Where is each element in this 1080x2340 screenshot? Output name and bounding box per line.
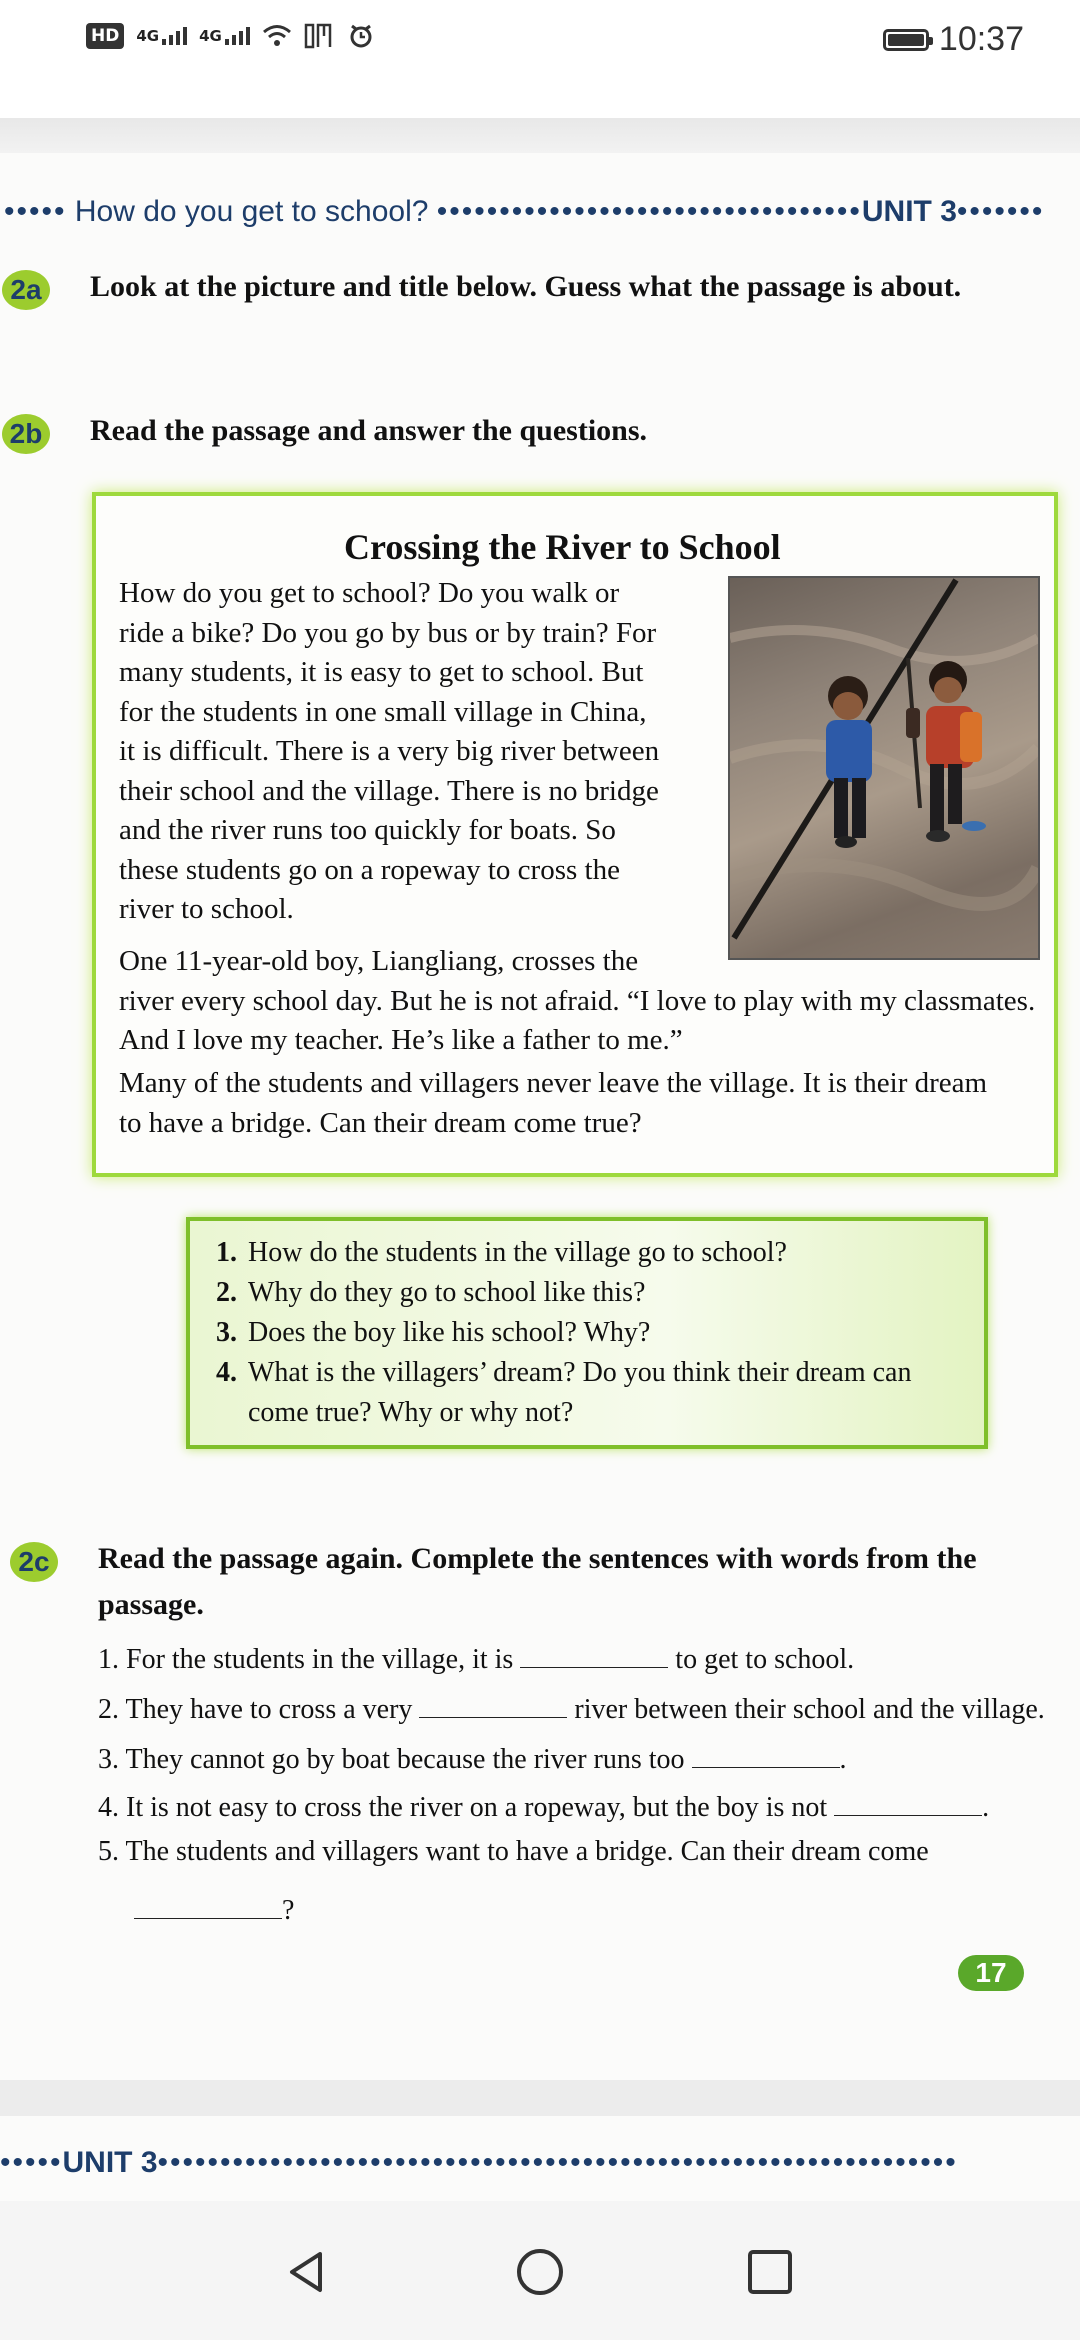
page-header: ••••• How do you get to school? ••••••••••••••••••••••••••••••••••UNIT 3••••••• <box>4 195 1045 228</box>
clock: 10:37 <box>938 20 1024 58</box>
section-2c-title: Read the passage again. Complete the sentences with words from the <box>98 1542 977 1575</box>
hd-icon: HD <box>86 23 124 49</box>
section-badge-2c: 2c <box>10 1542 58 1582</box>
page-gap <box>0 118 1080 153</box>
boys-on-ropeway-illustration <box>730 578 1038 958</box>
recents-icon[interactable] <box>746 2248 794 2296</box>
passage-line: Many of the students and villagers never leave the village. It is their dream <box>119 1067 988 1099</box>
wifi-icon <box>262 23 292 49</box>
sentence-row-5-continued: ? <box>134 1892 294 1927</box>
status-bar <box>0 0 1080 84</box>
page-number-badge: 17 <box>958 1955 1024 1991</box>
passage-line: it is difficult. There is a very big river between <box>119 735 660 767</box>
question-item: 1. How do the students in the village go to school? <box>216 1237 787 1268</box>
navigation-bar <box>0 2201 1080 2340</box>
question-item: come true? Why or why not? <box>248 1397 574 1428</box>
passage-line: for the students in one small village in China, <box>119 695 647 728</box>
answer-blank[interactable] <box>834 1789 982 1816</box>
signal-4g-icon-2: 4G <box>199 27 250 45</box>
section-2c-title-line2: passage. <box>98 1588 204 1621</box>
sentence-row-1: 1. For the students in the village, it is to get to school. <box>98 1641 854 1676</box>
passage-line: And I love my teacher. He’s like a father to me.” <box>119 1024 683 1056</box>
nfc-icon <box>304 22 336 50</box>
page-gap <box>0 2080 1080 2116</box>
header-unit: UNIT 3 <box>861 195 957 228</box>
passage-paragraph-3 <box>119 1064 1039 1143</box>
passage-line: many students, it is easy to get to school. But <box>119 656 644 688</box>
question-item: 3. Does the boy like his school? Why? <box>216 1317 651 1348</box>
passage-line: to have a bridge. Can their dream come true? <box>119 1106 642 1139</box>
ropeway-photo <box>728 576 1040 960</box>
questions-box <box>186 1217 988 1449</box>
reading-passage-box <box>92 492 1058 1177</box>
home-icon[interactable] <box>516 2248 564 2296</box>
passage-line: river to school. <box>119 893 294 925</box>
status-icons-right <box>883 20 1024 59</box>
back-icon[interactable] <box>284 2248 332 2296</box>
answer-blank[interactable] <box>419 1691 567 1718</box>
answer-blank[interactable] <box>520 1641 668 1668</box>
status-icons-left <box>86 22 374 50</box>
next-page-header: •••••UNIT 3•••••••••••••••••••••••••••••••••••••••••••••••••••••••••••••••• <box>0 2146 958 2179</box>
passage-line: One 11-year-old boy, Liangliang, crosses the <box>119 945 639 977</box>
passage-line: ride a bike? Do you go by bus or by train? For <box>119 616 657 649</box>
sentence-row-5: 5. The students and villagers want to have a bridge. Can their dream come <box>98 1836 929 1867</box>
passage-paragraph-1 <box>119 574 719 930</box>
section-2a-title: Look at the picture and title below. Guess what the passage is about. <box>90 270 962 303</box>
sentence-row-2: 2. They have to cross a very river between their school and the village. <box>98 1691 1045 1726</box>
sentence-row-4: 4. It is not easy to cross the river on a ropeway, but the boy is not . <box>98 1789 989 1824</box>
section-badge-2a: 2a <box>2 270 50 310</box>
answer-blank[interactable] <box>134 1892 282 1919</box>
battery-icon <box>883 29 929 51</box>
passage-line: How do you get to school? Do you walk or <box>119 577 620 609</box>
answer-blank[interactable] <box>692 1741 840 1768</box>
passage-line: and the river runs too quickly for boats. So <box>119 814 616 846</box>
signal-4g-icon: 4G <box>136 27 187 45</box>
section-2b-title: Read the passage and answer the questions. <box>90 414 648 447</box>
section-badge-2b: 2b <box>2 414 50 454</box>
alarm-icon <box>348 22 374 50</box>
question-list <box>216 1233 976 1433</box>
question-item: 2. Why do they go to school like this? <box>216 1277 646 1308</box>
passage-title: Crossing the River to School <box>344 527 781 567</box>
passage-line: these students go on a ropeway to cross the <box>119 853 620 886</box>
question-item: 4. What is the villagers’ dream? Do you think their dream can <box>216 1357 912 1388</box>
passage-line: river every school day. But he is not afraid. “I love to play with my classmates. <box>119 984 1036 1017</box>
sentence-row-3: 3. They cannot go by boat because the river runs too . <box>98 1741 847 1776</box>
header-topic: How do you get to school? <box>74 195 429 228</box>
passage-line: their school and the village. There is no bridge <box>119 774 659 807</box>
